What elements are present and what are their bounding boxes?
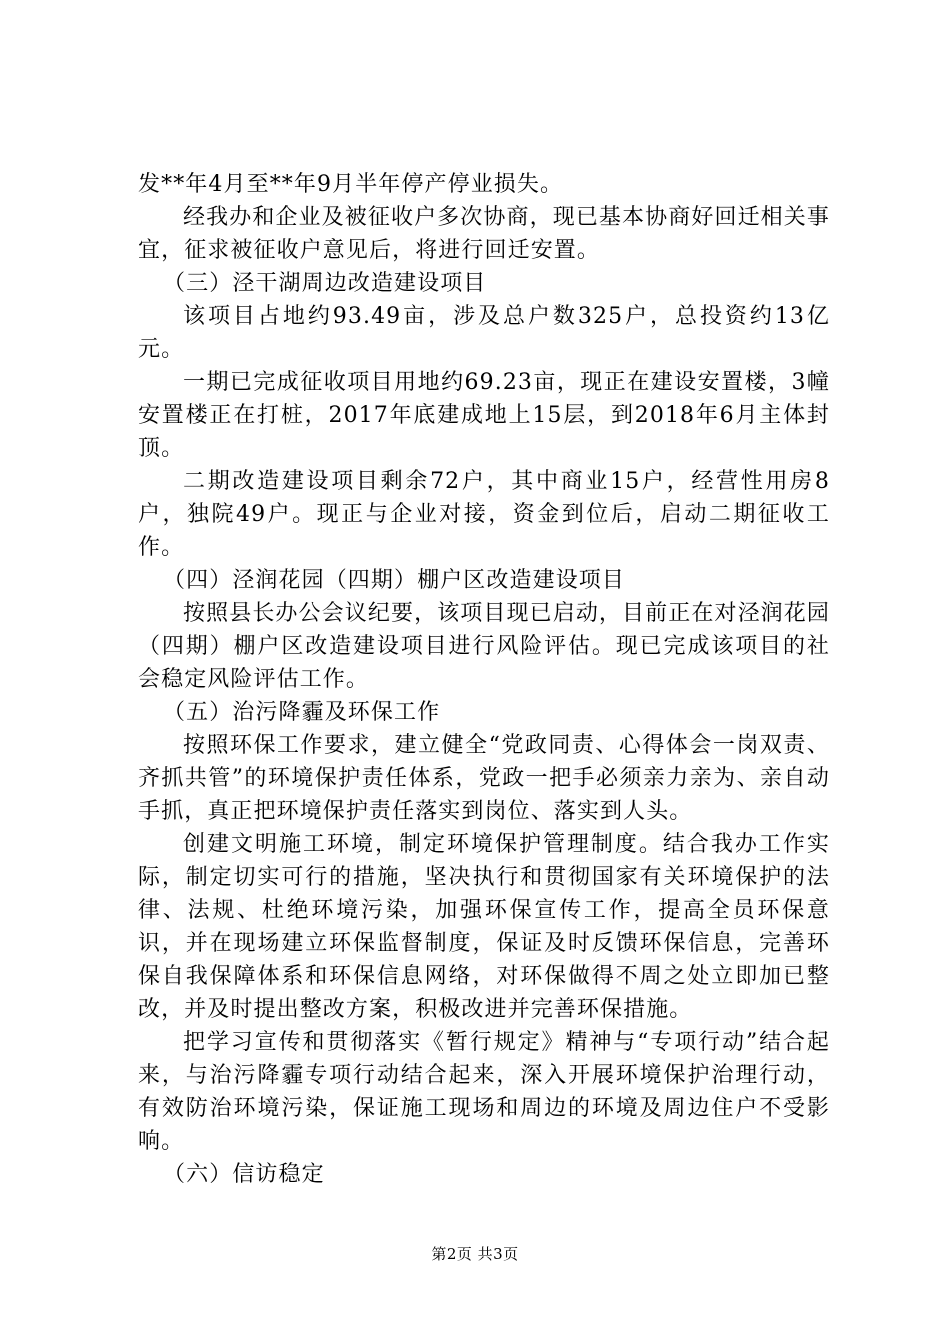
paragraph-2: 经我办和企业及被征收户多次协商，现已基本协商好回迁相关事宜，征求被征收户意见后，将进行回迁安置。 [138, 205, 830, 263]
section-heading-6: （六）信访稳定 [163, 1162, 325, 1187]
section-heading-4: （四）泾润花园（四期）棚户区改造建设项目 [163, 568, 626, 593]
paragraph-1: 发**年4月至**年9月半年停产停业损失。 [138, 172, 564, 197]
document-body [138, 168, 830, 1191]
paragraph-11: 创建文明施工环境，制定环境保护管理制度。结合我办工作实际，制定切实可行的措施，坚决执行和贯彻国家有关环境保护的法律、法规、杜绝环境污染，加强环保宣传工作，提高全员环保意识，并在现场建立环保监督制度，保证及时反馈环保信息，完善环保自我保障体系和环保信息网络，对环保做得不周之处立即加已整改，并及时提出整改方案，积极改进并完善环保措施。 [138, 832, 830, 1022]
page-number-footer: 第2页 共3页 [431, 1245, 519, 1263]
paragraph-12: 把学习宣传和贯彻落实《暂行规定》精神与“专项行动”结合起来，与治污降霾专项行动结合起来，深入开展环境保护治理行动，有效防治环境污染，保证施工现场和周边的环境及周边住户不受影响。 [138, 1030, 830, 1154]
paragraph-5: 一期已完成征收项目用地约69.23亩，现正在建设安置楼，3幢安置楼正在打桩，2017年底建成地上15层，到2018年6月主体封顶。 [138, 370, 830, 461]
section-heading-3: （三）泾干湖周边改造建设项目 [163, 271, 487, 296]
paragraph-8: 按照县长办公会议纪要，该项目现已启动，目前正在对泾润花园（四期）棚户区改造建设项目进行风险评估。现已完成该项目的社会稳定风险评估工作。 [138, 601, 830, 692]
paragraph-10: 按照环保工作要求，建立健全“党政同责、心得体会一岗双责、齐抓共管”的环境保护责任体系，党政一把手必须亲力亲为、亲自动手抓，真正把环境保护责任落实到岗位、落实到人头。 [138, 733, 830, 824]
paragraph-6: 二期改造建设项目剩余72户，其中商业15户，经营性用房8户，独院49户。现正与企业对接，资金到位后，启动二期征收工作。 [138, 469, 830, 560]
section-heading-5: （五）治污降霾及环保工作 [163, 700, 441, 725]
paragraph-4: 该项目占地约93.49亩，涉及总户数325户，总投资约13亿元。 [138, 304, 830, 362]
